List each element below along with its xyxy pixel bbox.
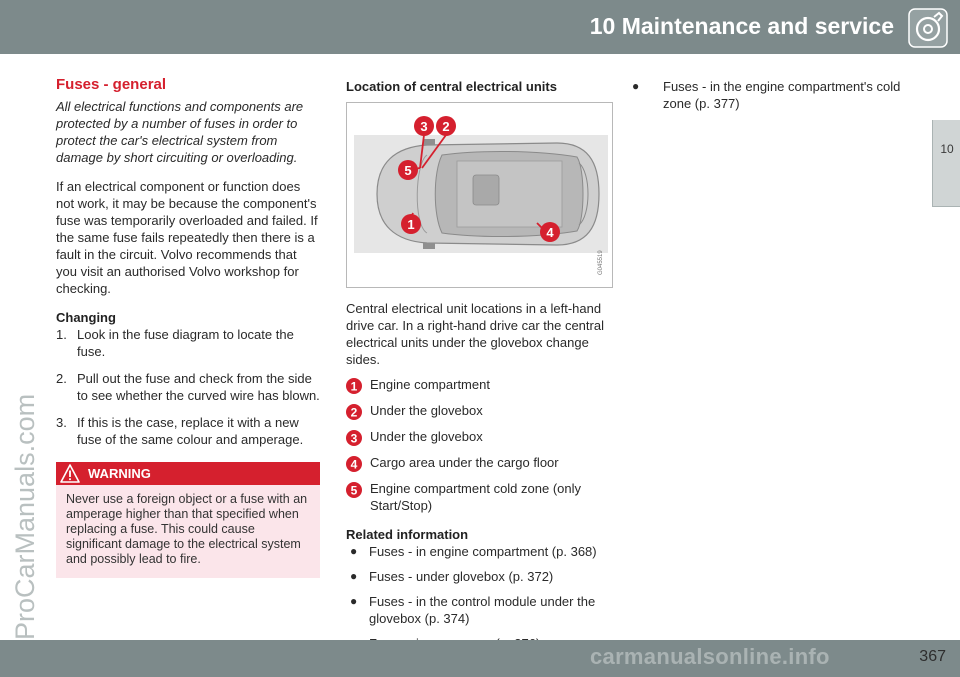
section-title: Fuses - general: [56, 76, 167, 93]
warning-text: Never use a foreign object or a fuse with an amperage higher than that specified when replacing a fuse. This could cause significant damage to the electrical system and possibly lead to fire.: [66, 492, 308, 566]
callout-badge-1: [346, 378, 362, 394]
related-link[interactable]: ● Fuses - in engine compartment (p. 368): [350, 544, 597, 559]
column-related-cont: [628, 78, 918, 120]
callout-badge-3: [346, 430, 362, 446]
related-link[interactable]: ● Fuses - in the engine compartment's cold zone (p. 377): [632, 79, 901, 111]
warning-header: [56, 462, 320, 485]
callout-1-label: 1: [407, 217, 415, 232]
related-link[interactable]: ● Fuses - in the control module under the glovebox (p. 374): [350, 594, 596, 626]
callout-4: [540, 222, 560, 242]
footer-watermark: carmanualsonline.info: [590, 644, 830, 669]
wrench-gear-icon: [908, 8, 948, 48]
side-watermark-text: ProCarManuals.com: [10, 393, 40, 640]
legend-text: Engine compartment: [370, 377, 490, 392]
changing-heading: Changing: [56, 310, 116, 325]
side-watermark: [0, 0, 50, 677]
column-location: [346, 78, 614, 660]
step-number: 1.: [56, 327, 67, 342]
intro-text: All electrical functions and components are protected by a number of fuses in order to protect the car's electrical system from damage by short circuiting or overloading.: [56, 99, 304, 165]
legend-text: Under the glovebox: [370, 429, 483, 444]
callout-3: [414, 116, 434, 136]
legend-item-4: [346, 454, 614, 471]
chapter-tab-label: 10: [940, 142, 954, 156]
svg-text:4: 4: [350, 457, 358, 472]
changing-steps: [56, 326, 320, 448]
step-text: Pull out the fuse and check from the side to see whether the curved wire has blown.: [77, 371, 320, 403]
related-heading: Related information: [346, 527, 469, 542]
legend-text: Engine compartment cold zone (only Start/Stop): [370, 481, 582, 513]
legend-item-3: [346, 428, 614, 445]
legend-item-5: [346, 480, 614, 514]
related-list-continued: [628, 78, 918, 112]
step-item: [56, 414, 320, 448]
page-number: 367: [919, 648, 946, 665]
callout-3-label: 3: [420, 119, 428, 134]
svg-text:5: 5: [350, 483, 358, 498]
legend-item-2: [346, 402, 614, 419]
page-footer: [0, 640, 960, 677]
chapter-title: 10 Maintenance and service: [589, 13, 894, 39]
warning-title: WARNING: [88, 466, 151, 481]
step-item: [56, 326, 320, 360]
figure-code: G045519: [598, 250, 604, 275]
legend-text: Cargo area under the cargo floor: [370, 455, 559, 470]
warning-box: [56, 462, 320, 578]
related-list: [346, 543, 614, 652]
callout-2: [436, 116, 456, 136]
callout-badge-2: [346, 404, 362, 420]
figure-caption: Central electrical unit locations in a left-hand drive car. In a right-hand drive car the central electrical units under the glovebox change sides.: [346, 301, 604, 367]
callout-4-label: 4: [546, 225, 554, 240]
page-header: [0, 0, 960, 54]
column-fuses-general: [56, 76, 320, 578]
body-paragraph: If an electrical component or function does not work, it may be because the component's fuse was temporarily overloaded and failed. If the same fuse fails repeatedly then there is a fault in the circuit. Volvo recommends that you visit an authorised Volvo workshop for checking.: [56, 179, 318, 296]
svg-text:3: 3: [350, 431, 358, 446]
related-link[interactable]: ● Fuses - under glovebox (p. 372): [350, 569, 554, 584]
step-text: If this is the case, replace it with a new fuse of the same colour and amperage.: [77, 415, 304, 447]
callout-2-label: 2: [442, 119, 450, 134]
location-heading: Location of central electrical units: [346, 79, 557, 94]
svg-text:2: 2: [350, 405, 358, 420]
callout-badge-5: [346, 482, 362, 498]
legend-text: Under the glovebox: [370, 403, 483, 418]
warning-triangle-icon: [60, 464, 80, 483]
step-number: 3.: [56, 415, 67, 430]
car-figure: [346, 102, 613, 288]
step-number: 2.: [56, 371, 67, 386]
callout-5: [398, 160, 418, 180]
callout-5-label: 5: [404, 163, 412, 178]
callout-badge-4: [346, 456, 362, 472]
step-text: Look in the fuse diagram to locate the fuse.: [77, 327, 294, 359]
figure-legend: [346, 376, 614, 514]
car-topview-illustration: [347, 103, 612, 287]
step-item: [56, 370, 320, 404]
legend-item-1: [346, 376, 614, 393]
callout-1: [401, 214, 421, 234]
chapter-tab[interactable]: [932, 120, 960, 207]
svg-text:1: 1: [350, 379, 358, 394]
